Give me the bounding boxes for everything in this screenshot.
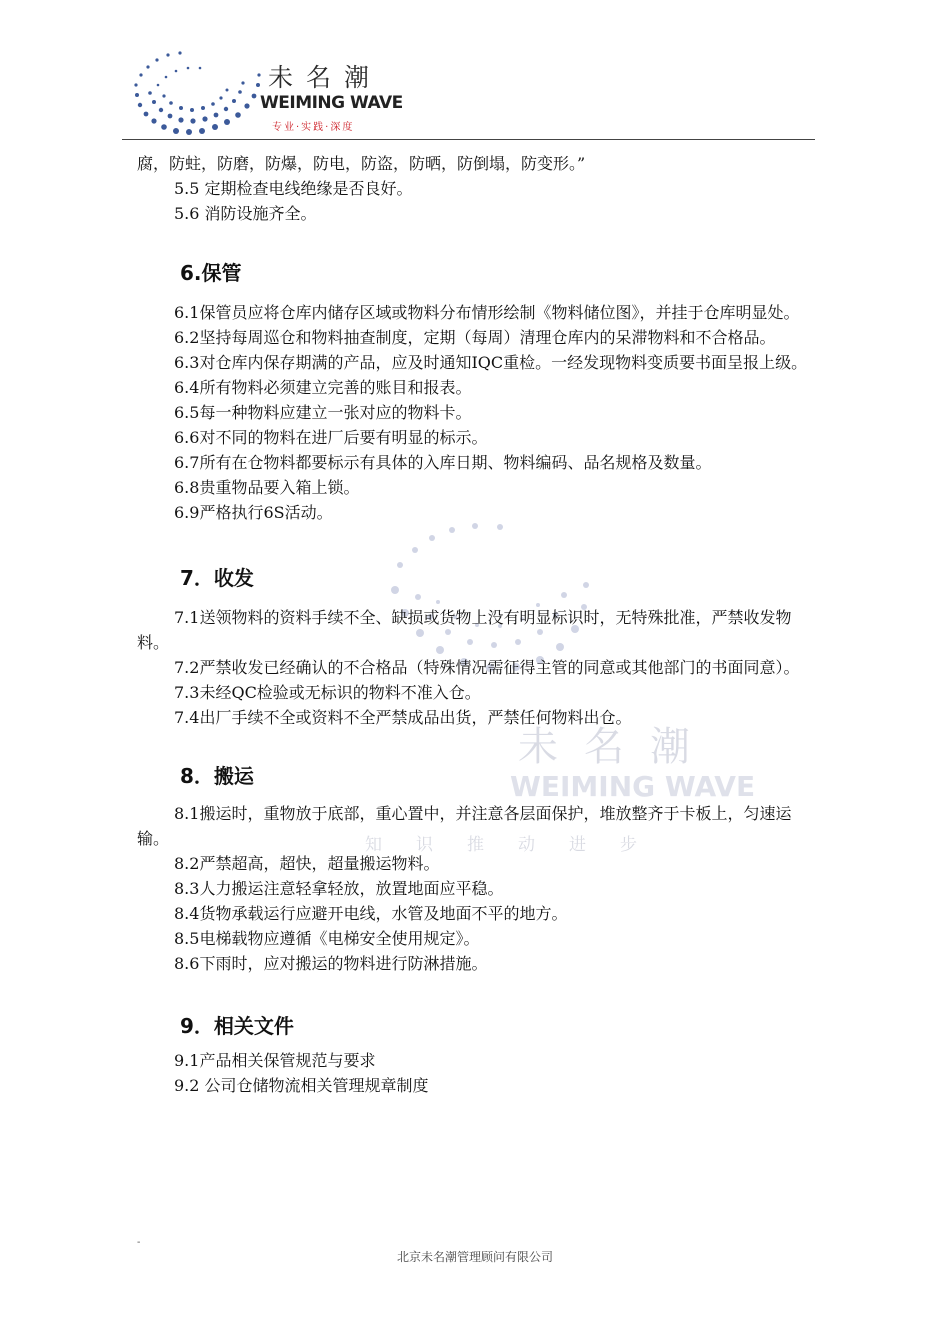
section-heading-handling: 8．搬运: [180, 764, 254, 788]
list-item: 6.9严格执行6S活动。: [174, 503, 333, 522]
list-item: 7.4出厂手续不全或资料不全严禁成品出货，严禁任何物料出仓。: [174, 708, 632, 727]
continued-paragraph: 腐，防蛀，防磨，防爆，防电，防盗，防晒，防倒塌，防变形。”: [137, 154, 586, 173]
list-item: 7.1送领物料的资料手续不全、缺损或货物上没有明显标识时，无特殊批准，严禁收发物料。: [137, 608, 792, 652]
document-body: [137, 151, 819, 1098]
logo-name-en: WEIMING WAVE: [260, 93, 403, 113]
list-item: 6.5每一种物料应建立一张对应的物料卡。: [174, 403, 472, 422]
footer-company: 北京未名潮管理顾问有限公司: [396, 1250, 553, 1264]
watermark-name-en: WEIMING WAVE: [510, 770, 756, 803]
list-item: 9.2 公司仓储物流相关管理规章制度: [174, 1076, 429, 1095]
header-divider: [122, 139, 815, 140]
list-item: 8.2严禁超高，超快，超量搬运物料。: [174, 854, 440, 873]
list-item: 9.1产品相关保管规范与要求: [174, 1051, 376, 1070]
logo-name-cn: 未名潮: [268, 63, 383, 92]
watermark-tagline: 知识推动进步: [365, 835, 671, 855]
watermark-name-cn: 未名潮: [518, 724, 716, 770]
logo-tagline: 专业·实践·深度: [272, 122, 355, 133]
section-heading-related-docs: 9．相关文件: [180, 1014, 294, 1038]
list-item: 8.3人力搬运注意轻拿轻放，放置地面应平稳。: [174, 879, 504, 898]
page-header: [0, 0, 950, 150]
list-item: 6.8贵重物品要入箱上锁。: [174, 478, 360, 497]
list-item: 7.2严禁收发已经确认的不合格品（特殊情况需征得主管的同意或其他部门的书面同意）。: [174, 658, 800, 677]
footer-mark: -: [137, 1237, 141, 1248]
list-item: 5.6 消防设施齐全。: [174, 204, 317, 223]
list-item: 6.4所有物料必须建立完善的账目和报表。: [174, 378, 472, 397]
list-item: 6.7所有在仓物料都要标示有具体的入库日期、物料编码、品名规格及数量。: [174, 453, 712, 472]
list-item: 7.3未经QC检验或无标识的物料不准入仓。: [174, 683, 481, 702]
list-item: 8.5电梯载物应遵循《电梯安全使用规定》。: [174, 929, 480, 948]
list-item: 6.6对不同的物料在进厂后要有明显的标示。: [174, 428, 488, 447]
list-item: 6.1保管员应将仓库内储存区域或物料分布情形绘制《物料储位图》，并挂于仓库明显处。: [174, 303, 800, 322]
list-item: 5.5 定期检查电线绝缘是否良好。: [174, 179, 413, 198]
section-heading-storage: 6.保管: [180, 261, 242, 285]
list-item: 8.1搬运时，重物放于底部，重心置中，并注意各层面保护，堆放整齐于卡板上，匀速运输。: [137, 804, 792, 848]
list-item: 8.4货物承载运行应避开电线，水管及地面不平的地方。: [174, 904, 568, 923]
list-item: 8.6下雨时，应对搬运的物料进行防淋措施。: [174, 954, 488, 973]
section-heading-receiving: 7．收发: [180, 566, 254, 590]
logo-swirl-icon: [128, 45, 263, 140]
list-item: 6.2坚持每周巡仓和物料抽查制度，定期（每周）清理仓库内的呆滞物料和不合格品。: [174, 328, 776, 347]
list-item: 6.3对仓库内保存期满的产品，应及时通知IQC重检。一经发现物料变质要书面呈报上级。: [174, 353, 808, 372]
